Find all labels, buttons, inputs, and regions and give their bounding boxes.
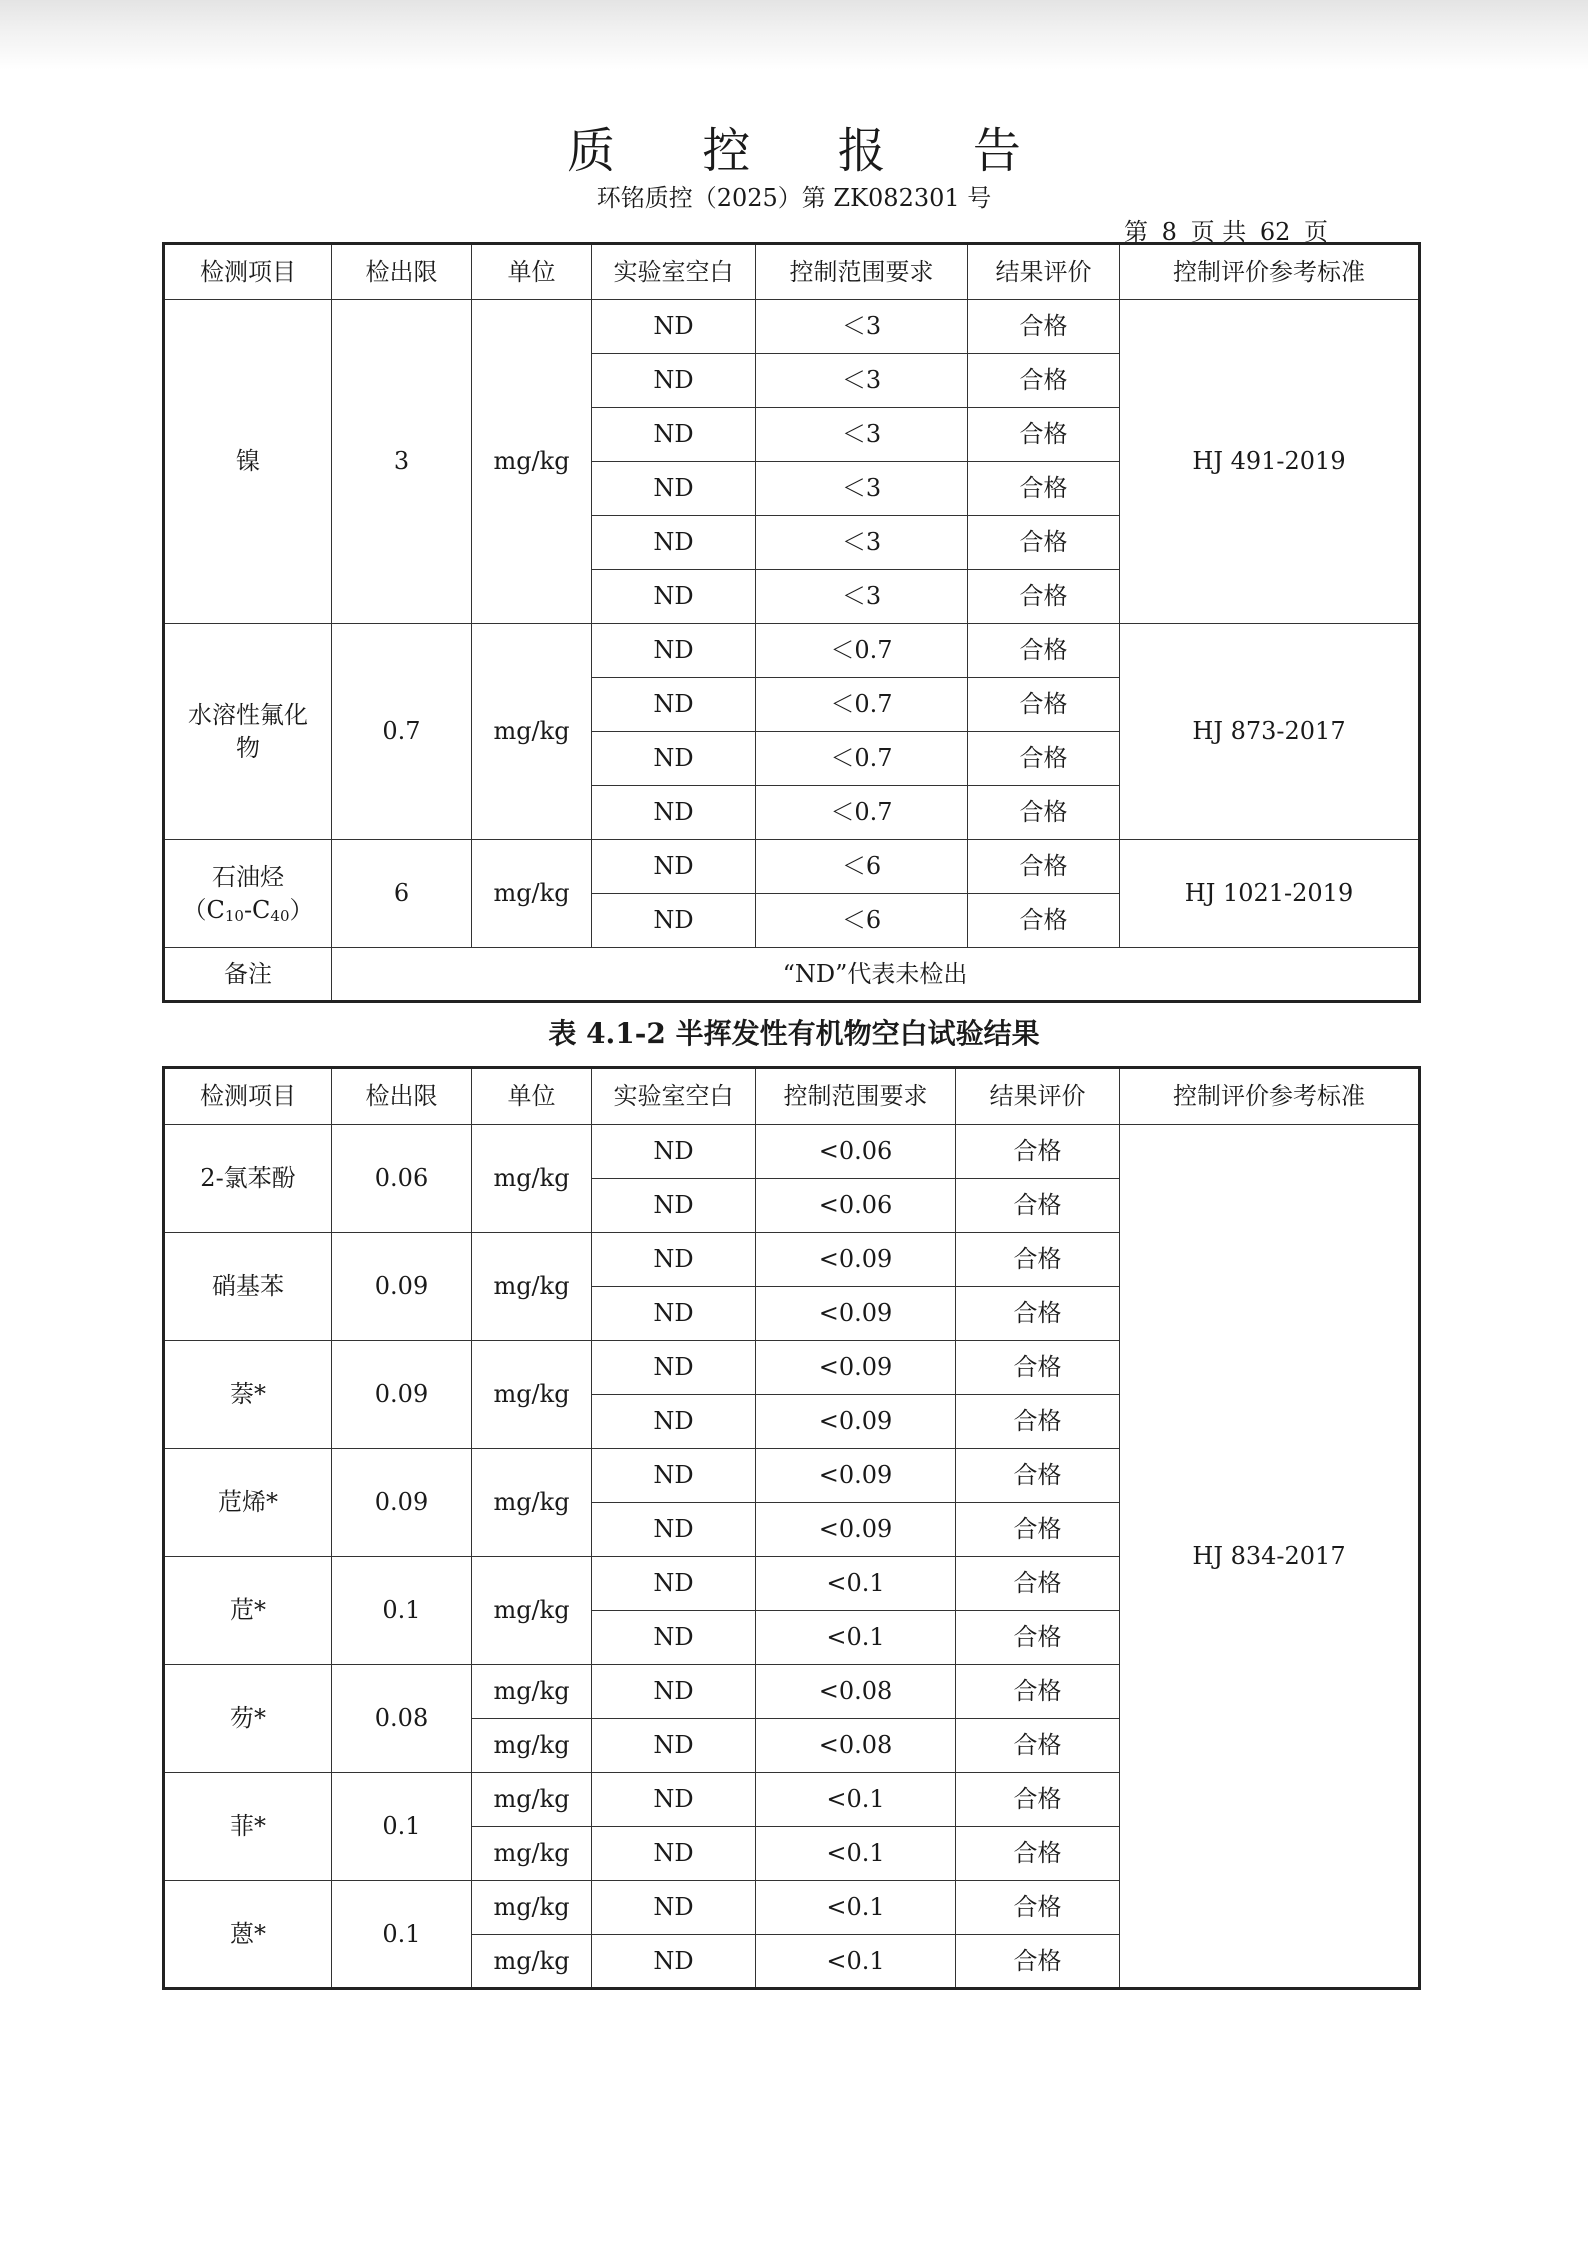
control-range: <0.1 bbox=[756, 1881, 956, 1935]
blank-value: ND bbox=[592, 1125, 756, 1179]
result: 合格 bbox=[956, 1341, 1120, 1395]
result: 合格 bbox=[956, 1935, 1120, 1989]
blank-value: ND bbox=[592, 300, 756, 354]
formula-part: （C bbox=[182, 895, 225, 924]
result: 合格 bbox=[956, 1287, 1120, 1341]
unit: mg/kg bbox=[472, 1449, 592, 1557]
result: 合格 bbox=[956, 1395, 1120, 1449]
result: 合格 bbox=[968, 840, 1120, 894]
item-name-line1: 水溶性氟化 bbox=[188, 701, 308, 730]
result: 合格 bbox=[956, 1827, 1120, 1881]
blank-value: ND bbox=[592, 1719, 756, 1773]
unit: mg/kg bbox=[472, 1719, 592, 1773]
page-prefix: 第 bbox=[1124, 218, 1148, 246]
control-range: <0.09 bbox=[756, 1233, 956, 1287]
detection-limit: 0.09 bbox=[332, 1341, 472, 1449]
control-range: ＜6 bbox=[756, 840, 968, 894]
control-range: ＜0.7 bbox=[756, 678, 968, 732]
blank-value: ND bbox=[592, 1449, 756, 1503]
unit: mg/kg bbox=[472, 1125, 592, 1233]
header-cell: 单位 bbox=[472, 244, 592, 300]
note-row bbox=[164, 948, 1420, 1002]
result: 合格 bbox=[968, 462, 1120, 516]
reference-standard: HJ 1021-2019 bbox=[1120, 840, 1420, 948]
unit: mg/kg bbox=[472, 1557, 592, 1665]
formula-part: ） bbox=[289, 895, 314, 924]
blank-value: ND bbox=[592, 1341, 756, 1395]
result: 合格 bbox=[968, 786, 1120, 840]
table2-caption: 表 4.1-2 半挥发性有机物空白试验结果 bbox=[548, 1017, 1040, 1050]
item-name: 苊* bbox=[164, 1557, 332, 1665]
control-range: <0.09 bbox=[756, 1287, 956, 1341]
report-number: 环铭质控（2025）第 ZK082301 号 bbox=[596, 184, 992, 212]
blank-value: ND bbox=[592, 678, 756, 732]
control-range: ＜3 bbox=[756, 300, 968, 354]
blank-value: ND bbox=[592, 840, 756, 894]
blank-value: ND bbox=[592, 1287, 756, 1341]
control-range: <0.09 bbox=[756, 1341, 956, 1395]
item-name: 镍 bbox=[164, 300, 332, 624]
detection-limit: 0.09 bbox=[332, 1233, 472, 1341]
control-range: <0.1 bbox=[756, 1935, 956, 1989]
header-cell: 检出限 bbox=[332, 1068, 472, 1125]
control-range: <0.09 bbox=[756, 1395, 956, 1449]
blank-value: ND bbox=[592, 1395, 756, 1449]
page-mid: 页 共 bbox=[1190, 218, 1247, 246]
control-range: ＜3 bbox=[756, 354, 968, 408]
result: 合格 bbox=[956, 1557, 1120, 1611]
blank-value: ND bbox=[592, 894, 756, 948]
result: 合格 bbox=[968, 624, 1120, 678]
page-suffix: 页 bbox=[1304, 218, 1329, 246]
header-cell: 控制评价参考标准 bbox=[1120, 1068, 1420, 1125]
result: 合格 bbox=[956, 1611, 1120, 1665]
control-range: ＜3 bbox=[756, 408, 968, 462]
control-range: <0.08 bbox=[756, 1719, 956, 1773]
table-header-row bbox=[164, 244, 1420, 300]
control-range: ＜3 bbox=[756, 516, 968, 570]
detection-limit: 0.09 bbox=[332, 1449, 472, 1557]
blank-value: ND bbox=[592, 354, 756, 408]
header-cell: 控制范围要求 bbox=[756, 1068, 956, 1125]
unit: mg/kg bbox=[472, 1233, 592, 1341]
unit: mg/kg bbox=[472, 300, 592, 624]
result: 合格 bbox=[968, 894, 1120, 948]
scan-edge-shading bbox=[0, 0, 1588, 70]
header-cell: 检出限 bbox=[332, 244, 472, 300]
result: 合格 bbox=[956, 1179, 1120, 1233]
item-name-line2: 物 bbox=[236, 733, 260, 762]
result: 合格 bbox=[956, 1125, 1120, 1179]
result: 合格 bbox=[968, 408, 1120, 462]
item-name: 苊烯* bbox=[164, 1449, 332, 1557]
blank-value: ND bbox=[592, 1233, 756, 1287]
header-cell: 实验室空白 bbox=[592, 1068, 756, 1125]
unit: mg/kg bbox=[472, 1827, 592, 1881]
result: 合格 bbox=[956, 1773, 1120, 1827]
svoc-blank-table bbox=[162, 1066, 1421, 1990]
item-name bbox=[164, 624, 332, 840]
unit: mg/kg bbox=[472, 1665, 592, 1719]
blank-value: ND bbox=[592, 408, 756, 462]
result: 合格 bbox=[968, 516, 1120, 570]
result: 合格 bbox=[956, 1449, 1120, 1503]
table-row bbox=[164, 1125, 1420, 1179]
control-range: <0.1 bbox=[756, 1827, 956, 1881]
control-range: ＜0.7 bbox=[756, 732, 968, 786]
table-row bbox=[164, 624, 1420, 678]
detection-limit: 0.06 bbox=[332, 1125, 472, 1233]
blank-value: ND bbox=[592, 786, 756, 840]
blank-value: ND bbox=[592, 1179, 756, 1233]
result: 合格 bbox=[956, 1233, 1120, 1287]
control-range: ＜3 bbox=[756, 462, 968, 516]
header-cell: 实验室空白 bbox=[592, 244, 756, 300]
header-cell: 检测项目 bbox=[164, 1068, 332, 1125]
item-name-line1: 石油烃 bbox=[212, 863, 284, 892]
formula-part: -C bbox=[243, 895, 271, 924]
page-number: 8 bbox=[1161, 218, 1177, 246]
unit: mg/kg bbox=[472, 624, 592, 840]
result: 合格 bbox=[956, 1665, 1120, 1719]
detection-limit: 0.1 bbox=[332, 1773, 472, 1881]
header-cell: 控制评价参考标准 bbox=[1120, 244, 1420, 300]
unit: mg/kg bbox=[472, 1773, 592, 1827]
header-cell: 控制范围要求 bbox=[756, 244, 968, 300]
table-row bbox=[164, 300, 1420, 354]
blank-value: ND bbox=[592, 462, 756, 516]
control-range: <0.08 bbox=[756, 1665, 956, 1719]
reference-standard: HJ 834-2017 bbox=[1120, 1125, 1420, 1989]
blank-value: ND bbox=[592, 1773, 756, 1827]
item-name: 2-氯苯酚 bbox=[164, 1125, 332, 1233]
formula-subscript: 40 bbox=[270, 906, 290, 925]
control-range: <0.06 bbox=[756, 1125, 956, 1179]
header-cell: 单位 bbox=[472, 1068, 592, 1125]
header-cell: 结果评价 bbox=[968, 244, 1120, 300]
reference-standard: HJ 491-2019 bbox=[1120, 300, 1420, 624]
item-name bbox=[164, 840, 332, 948]
blank-value: ND bbox=[592, 1503, 756, 1557]
blank-value: ND bbox=[592, 1665, 756, 1719]
detection-limit: 0.1 bbox=[332, 1881, 472, 1989]
result: 合格 bbox=[968, 300, 1120, 354]
page-title: 质 控 报 告 bbox=[567, 123, 1057, 179]
table-header-row bbox=[164, 1068, 1420, 1125]
item-name: 蒽* bbox=[164, 1881, 332, 1989]
header-cell: 结果评价 bbox=[956, 1068, 1120, 1125]
item-name: 萘* bbox=[164, 1341, 332, 1449]
detection-limit: 0.1 bbox=[332, 1557, 472, 1665]
result: 合格 bbox=[956, 1503, 1120, 1557]
item-name: 芴* bbox=[164, 1665, 332, 1773]
unit: mg/kg bbox=[472, 1935, 592, 1989]
unit: mg/kg bbox=[472, 1881, 592, 1935]
blank-value: ND bbox=[592, 1557, 756, 1611]
formula-subscript: 10 bbox=[224, 906, 244, 925]
reference-standard: HJ 873-2017 bbox=[1120, 624, 1420, 840]
blank-value: ND bbox=[592, 1935, 756, 1989]
blank-value: ND bbox=[592, 516, 756, 570]
item-name: 硝基苯 bbox=[164, 1233, 332, 1341]
control-range: ＜0.7 bbox=[756, 624, 968, 678]
blank-value: ND bbox=[592, 624, 756, 678]
result: 合格 bbox=[968, 732, 1120, 786]
unit: mg/kg bbox=[472, 1341, 592, 1449]
note-label: 备注 bbox=[164, 948, 332, 1002]
header-cell: 检测项目 bbox=[164, 244, 332, 300]
blank-value: ND bbox=[592, 1611, 756, 1665]
control-range: <0.1 bbox=[756, 1557, 956, 1611]
detection-limit: 3 bbox=[332, 300, 472, 624]
note-text: “ND”代表未检出 bbox=[332, 948, 1420, 1002]
item-name: 菲* bbox=[164, 1773, 332, 1881]
control-range: ＜0.7 bbox=[756, 786, 968, 840]
control-range: ＜3 bbox=[756, 570, 968, 624]
result: 合格 bbox=[956, 1719, 1120, 1773]
blank-value: ND bbox=[592, 1881, 756, 1935]
result: 合格 bbox=[968, 354, 1120, 408]
control-range: <0.09 bbox=[756, 1503, 956, 1557]
unit: mg/kg bbox=[472, 840, 592, 948]
blank-value: ND bbox=[592, 732, 756, 786]
detection-limit: 0.08 bbox=[332, 1665, 472, 1773]
control-range: <0.09 bbox=[756, 1449, 956, 1503]
blank-value: ND bbox=[592, 570, 756, 624]
result: 合格 bbox=[956, 1881, 1120, 1935]
control-range: <0.1 bbox=[756, 1611, 956, 1665]
blank-value: ND bbox=[592, 1827, 756, 1881]
result: 合格 bbox=[968, 678, 1120, 732]
page-total: 62 bbox=[1259, 218, 1291, 246]
item-name-line2 bbox=[182, 896, 313, 924]
metals-blank-table bbox=[162, 242, 1421, 1003]
detection-limit: 6 bbox=[332, 840, 472, 948]
control-range: <0.06 bbox=[756, 1179, 956, 1233]
result: 合格 bbox=[968, 570, 1120, 624]
control-range: ＜6 bbox=[756, 894, 968, 948]
table-row bbox=[164, 840, 1420, 894]
detection-limit: 0.7 bbox=[332, 624, 472, 840]
control-range: <0.1 bbox=[756, 1773, 956, 1827]
